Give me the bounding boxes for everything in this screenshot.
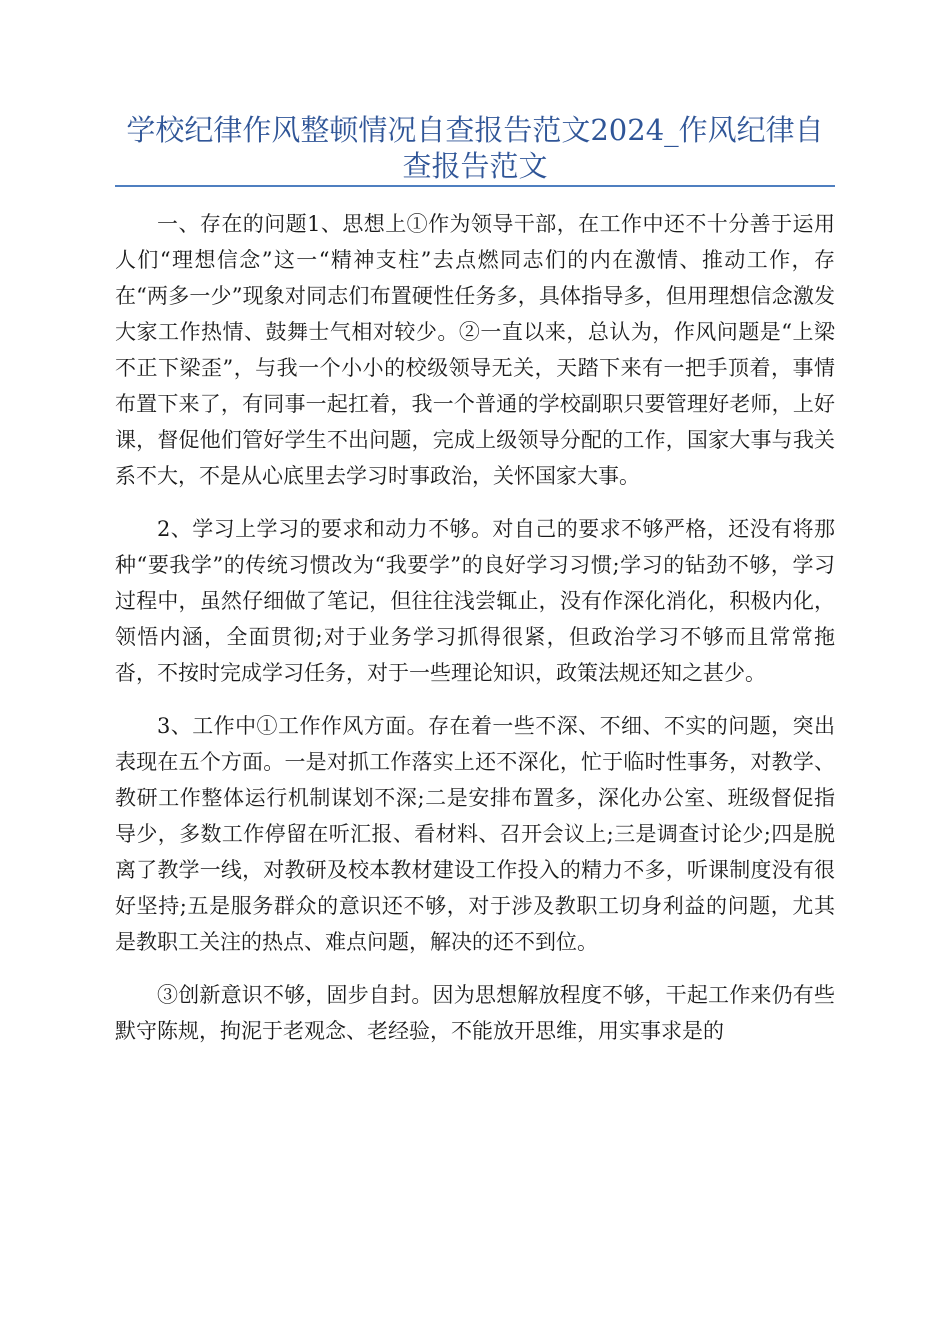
paragraph-2: 2、学习上学习的要求和动力不够。对自己的要求不够严格，还没有将那种“要我学”的传统习惯改为“我要学”的良好学习习惯;学习的钻劲不够，学习过程中，虽然仔细做了笔记，但往往浅尝辄止，没有作深化消化，积极内化，领悟内涵，全面贯彻;对于业务学习抓得很紧，但政治学习不够而且常常拖沓，不按时完成学习任务，对于一些理论知识，政策法规还知之甚少。: [115, 517, 835, 685]
paragraph-3: 3、工作中①工作作风方面。存在着一些不深、不细、不实的问题，突出表现在五个方面。一是对抓工作落实上还不深化，忙于临时性事务，对教学、教研工作整体运行机制谋划不深;二是安排布置多，深化办公室、班级督促指导少，多数工作停留在听汇报、看材料、召开会议上;三是调查讨论少;四是脱离了教学一线，对教研及校本教材建设工作投入的精力不多，听课制度没有很好坚持;五是服务群众的意识还不够，对于涉及教职工切身利益的问题，尤其是教职工关注的热点、难点问题，解决的还不到位。: [115, 714, 835, 954]
paragraph-1: 一、存在的问题1、思想上①作为领导干部，在工作中还不十分善于运用人们“理想信念”这一“精神支柱”去点燃同志们的内在激情、推动工作，存在“两多一少”现象对同志们布置硬性任务多，具体指导多，但用理想信念激发大家工作热情、鼓舞士气相对较少。②一直以来，总认为，作风问题是“上梁不正下梁歪”，与我一个小小的校级领导无关，天踏下来有一把手顶着，事情布置下来了，有同事一起扛着，我一个普通的学校副职只要管理好老师，上好课，督促他们管好学生不出问题，完成上级领导分配的工作，国家大事与我关系不大，不是从心底里去学习时事政治，关怀国家大事。: [115, 212, 835, 488]
paragraph-4: ③创新意识不够，固步自封。因为思想解放程度不够，干起工作来仍有些默守陈规，拘泥于老观念、老经验，不能放开思维，用实事求是的: [115, 983, 835, 1043]
title-underline: [115, 185, 835, 187]
document-title: 学校纪律作风整顿情况自查报告范文2024_作风纪律自查报告范文: [126, 113, 824, 183]
document-body: [115, 206, 835, 1066]
